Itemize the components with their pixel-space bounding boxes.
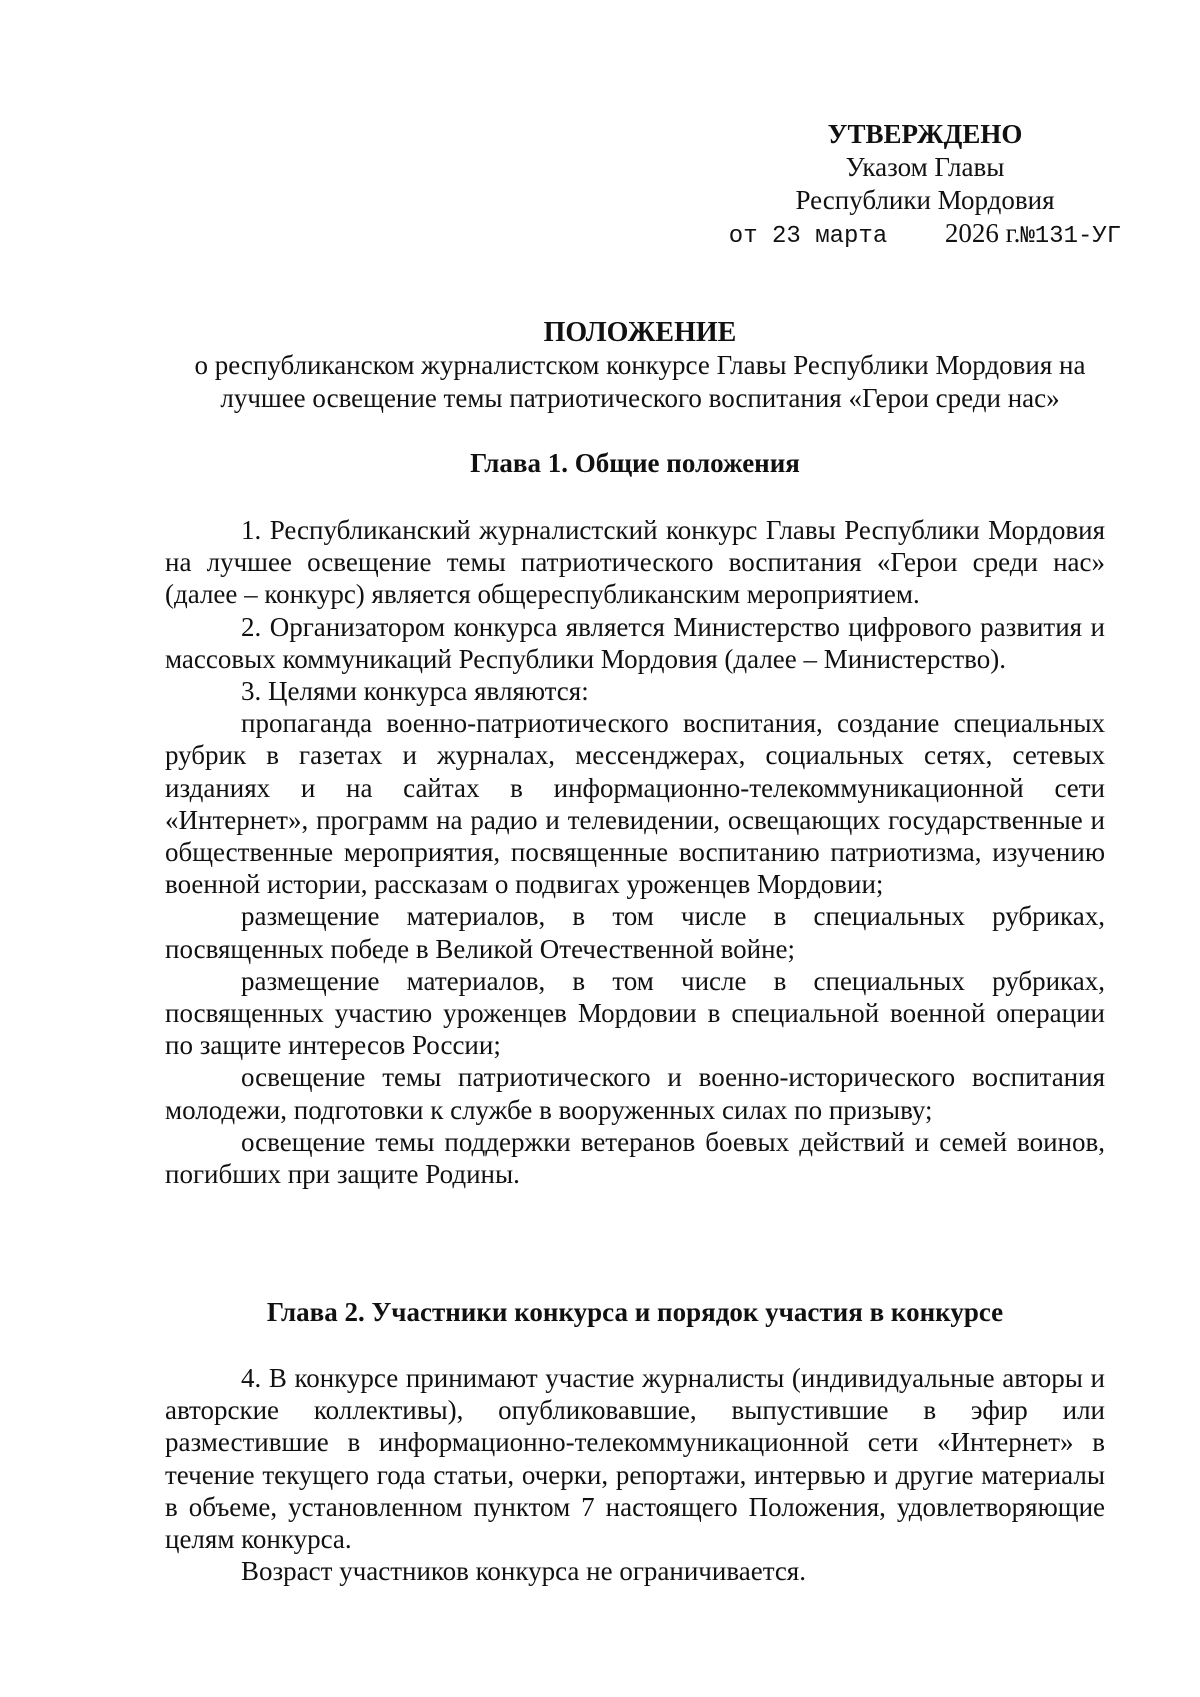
decree-number: №131-УГ	[1020, 223, 1122, 250]
chapter-1-body	[165, 514, 1105, 1190]
document-title: ПОЛОЖЕНИЕ	[543, 317, 737, 348]
goal-item: пропаганда военно-патриотического воспитания, создание специальных рубрик в газетах и журналах, мессенджерах, социальных сетях, сетевых изданиях и на сайтах в информационно-телекоммуникационной сети «Интернет», программ на радио и телевидении, освещающих государственные и общественные мероприятия, посвященные воспитанию патриотизма, изучению военной истории, рассказам о подвигах уроженцев Мордовии;	[165, 708, 1105, 900]
document-title-block	[160, 316, 1120, 415]
goal-item: размещение материалов, в том числе в специальных рубриках, посвященных победе в Великой Отечественной войне;	[165, 901, 1105, 964]
goal-item: размещение материалов, в том числе в специальных рубриках, посвященных участию уроженцев Мордовии в специальной военной операции по защите интересов России;	[165, 965, 1105, 1061]
paragraph-1: 1. Республиканский журналистский конкурс Главы Республики Мордовия на лучшее освещение темы патриотического воспитания «Герои среди нас» (далее – конкурс) является общереспубликанским мероприятием.	[165, 515, 1105, 610]
decree-date: от 23 марта	[728, 223, 888, 250]
approval-stamp: УТВЕРЖДЕНО	[827, 119, 1023, 149]
chapter-2-body	[165, 1362, 1105, 1587]
approval-by-line: Указом Главы	[845, 152, 1005, 182]
approval-stamp-block	[690, 118, 1160, 253]
paragraph-2: 2. Организатором конкурса является Министерство цифрового развития и массовых коммуникаций Республики Мордовия (далее – Министерство).	[165, 611, 1105, 674]
chapter-1-heading: Глава 1. Общие положения	[470, 448, 800, 478]
paragraph-3: 3. Целями конкурса являются:	[241, 676, 589, 707]
approval-region: Республики Мордовия	[795, 185, 1055, 215]
age-note: Возраст участников конкурса не ограничивается.	[241, 1556, 806, 1587]
chapter-2-heading: Глава 2. Участники конкурса и порядок участия в конкурсе	[266, 1297, 1004, 1327]
goal-item: освещение темы поддержки ветеранов боевых действий и семей воинов, погибших при защите Родины.	[165, 1126, 1105, 1190]
paragraph-4: 4. В конкурсе принимают участие журналисты (индивидуальные авторы и авторские коллективы), опубликовавшие, выпустившие в эфир или разместившие в информационно-телекоммуникационной сети «Интернет» в течение текущего года статьи, очерки, репортажи, интервью и другие материалы в объеме, установленном пунктом 7 настоящего Положения, удовлетворяющие целям конкурса.	[165, 1363, 1105, 1555]
document-subtitle: о республиканском журналистском конкурсе Главы Республики Мордовия на лучшее освещение темы патриотического воспитания «Герои среди нас»	[194, 350, 1086, 413]
decree-year: 2026 г.	[944, 218, 1021, 248]
goal-item: освещение темы патриотического и военно-исторического воспитания молодежи, подготовки к службе в вооруженных силах по призыву;	[165, 1062, 1105, 1125]
decree-line	[690, 217, 1160, 253]
